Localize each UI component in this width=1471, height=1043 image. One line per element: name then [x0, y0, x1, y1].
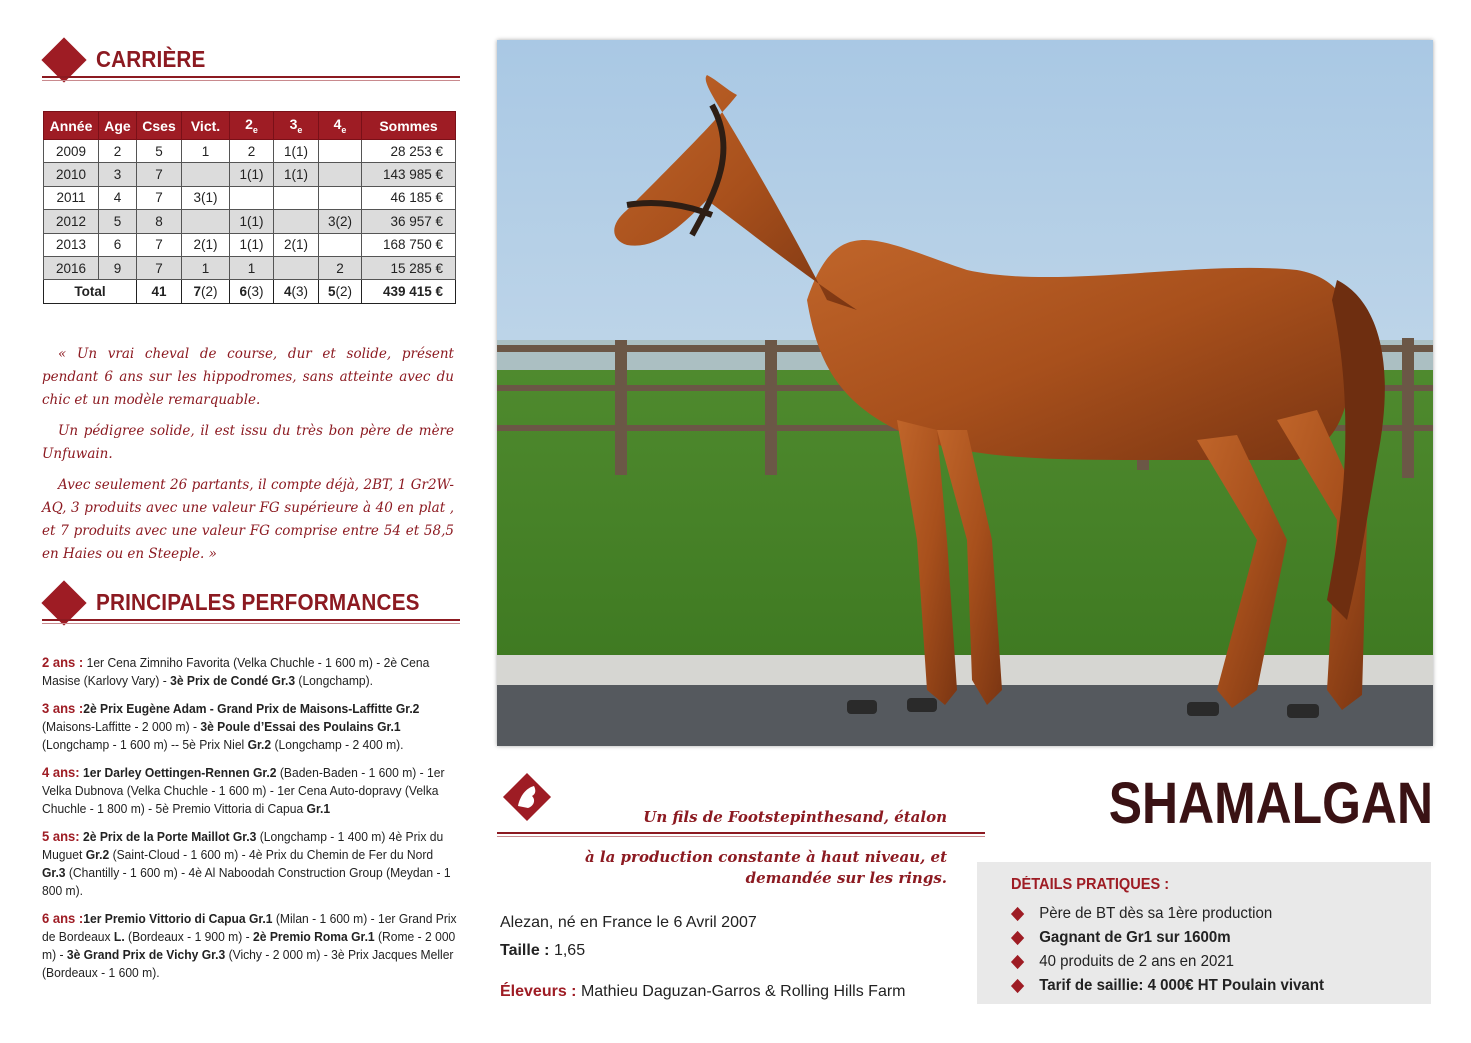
performance-highlight: 2è Prix de la Porte Maillot Gr.3	[83, 829, 257, 844]
table-row	[44, 233, 456, 256]
performance-entry	[42, 653, 459, 690]
performance-highlight: 2è Premio Roma Gr.1	[253, 929, 375, 944]
quote-block	[42, 343, 454, 574]
performances-header	[42, 583, 460, 629]
diamond-bullet-icon	[1011, 979, 1024, 993]
performance-entry	[42, 699, 459, 754]
divider	[42, 619, 460, 621]
divider	[497, 832, 985, 834]
divider	[42, 623, 460, 624]
horse-photo	[497, 40, 1433, 746]
table-cell-age: 2	[99, 140, 137, 163]
table-cell-p4	[319, 140, 362, 163]
table-cell-p2: 1	[230, 256, 274, 279]
performance-highlight: Gr.2	[85, 847, 110, 862]
performance-text: (Vichy - 2 000 m) - 3è Prix Jacques Meller (Bordeaux - 1 600 m).	[42, 947, 454, 980]
table-cell-sommes: 143 985 €	[362, 163, 456, 186]
total-cell: 5(2)	[319, 280, 362, 303]
table-cell-cses: 7	[137, 256, 182, 279]
performance-text: (Saint-Cloud - 1 600 m) - 4è Prix du Chemin de Fer du Nord	[109, 847, 434, 862]
table-cell-vict: 3(1)	[182, 186, 230, 209]
list-item: Père de BT dès sa 1ère production	[1011, 902, 1406, 926]
horse-name: SHAMALGAN	[1108, 771, 1433, 836]
performance-age: 5 ans:	[42, 828, 80, 844]
table-cell-p4	[319, 186, 362, 209]
table-cell-p2: 1(1)	[230, 163, 274, 186]
performance-age: 6 ans :	[42, 910, 84, 926]
table-cell-annee: 2012	[44, 210, 99, 233]
performance-highlight: 1er Darley Oettingen-Rennen Gr.2	[83, 765, 277, 780]
eleveurs-label: Éleveurs :	[500, 983, 577, 1000]
tagline-line2: à la production constante à haut niveau, et	[584, 848, 947, 866]
performance-highlight: Gr.3	[42, 865, 66, 880]
table-cell-sommes: 46 185 €	[362, 186, 456, 209]
quote-paragraph: « Un vrai cheval de course, dur et solide, présent pendant 6 ans sur les hippodromes, sans atteinte avec du chic et un modèle remarquable.	[42, 346, 454, 408]
col-2e: $2_e$	[230, 112, 274, 140]
tagline-line3: demandée sur les rings.	[745, 869, 947, 887]
details-title: DÉTAILS PRATIQUES :	[1011, 876, 1170, 893]
table-cell-p3: 1(1)	[274, 163, 319, 186]
performance-text: (Bordeaux - 1 900 m) -	[124, 929, 254, 944]
performance-highlight: L.	[113, 929, 125, 944]
table-cell-annee: 2010	[44, 163, 99, 186]
performance-entry	[42, 827, 459, 900]
table-cell-p4	[319, 233, 362, 256]
table-cell-age: 9	[99, 256, 137, 279]
table-cell-sommes: 36 957 €	[362, 210, 456, 233]
divider	[42, 76, 460, 78]
section-title: CARRIÈRE	[96, 46, 206, 72]
quote-paragraph: Avec seulement 26 partants, il compte déjà, 2BT, 1 Gr2W-AQ, 3 produits avec une valeur FG supérieure à 40 en plat , et 7 produits avec une valeur FG comprise entre 54 et 58,5 en Haies ou en Steeple. »	[42, 477, 454, 562]
col-annee: Année	[44, 112, 99, 140]
horse-head-logo-icon	[498, 768, 556, 826]
table-row	[44, 186, 456, 209]
table-cell-p3	[274, 210, 319, 233]
performance-entry	[42, 909, 459, 982]
table-cell-p2: 1(1)	[230, 233, 274, 256]
performance-text: (Longchamp - 1 400 m) 4è Prix du Muguet	[42, 829, 444, 862]
performance-text: (Longchamp - 1 600 m) -- 5è Prix Niel	[42, 737, 248, 752]
total-cell: 4(3)	[274, 280, 319, 303]
table-cell-p3: 1(1)	[274, 140, 319, 163]
table-row	[44, 256, 456, 279]
col-age: Age	[99, 112, 137, 140]
table-cell-p4: 3(2)	[319, 210, 362, 233]
table-row	[44, 163, 456, 186]
performance-text: (Longchamp).	[295, 673, 374, 688]
quote-paragraph: Un pédigree solide, il est issu du très bon père de mère Unfuwain.	[42, 423, 454, 462]
table-cell-p2: 1(1)	[230, 210, 274, 233]
table-cell-cses: 7	[137, 186, 182, 209]
table-cell-vict: 2(1)	[182, 233, 230, 256]
taille-label: Taille :	[500, 942, 550, 959]
performance-text: (Maisons-Laffitte - 2 000 m) -	[42, 719, 201, 734]
table-cell-sommes: 28 253 €	[362, 140, 456, 163]
table-cell-annee: 2013	[44, 233, 99, 256]
table-cell-vict: 1	[182, 140, 230, 163]
table-cell-sommes: 15 285 €	[362, 256, 456, 279]
col-cses: Cses	[137, 112, 182, 140]
performance-text: (Baden-Baden - 1 600 m) - 1er Velka Dubnova (Velka Chuchle - 1 600 m) - 1er Cena Auto-dopravy (Velka Chuchle - 1 800 m) - 5è Premio Vittoria di Capua	[42, 765, 445, 816]
table-row	[44, 140, 456, 163]
details-list	[1011, 902, 1431, 998]
performance-text: (Milan - 1 600 m) - 1er Grand Prix de Bordeaux	[42, 911, 457, 944]
performance-highlight: 2è Prix Eugène Adam - Grand Prix de Maisons-Laffitte Gr.2	[83, 701, 420, 716]
table-cell-annee: 2009	[44, 140, 99, 163]
table-cell-p2: 2	[230, 140, 274, 163]
table-cell-cses: 8	[137, 210, 182, 233]
eleveurs-value: Mathieu Daguzan-Garros & Rolling Hills Farm	[580, 983, 906, 1000]
diamond-bullet-icon	[1011, 931, 1024, 945]
table-header-row	[44, 112, 456, 140]
performance-text: (Chantilly - 1 600 m) - 4è Al Naboodah Construction Group (Meydan - 1 800 m).	[42, 865, 451, 898]
list-item: Gagnant de Gr1 sur 1600m	[1011, 926, 1406, 950]
list-item: Tarif de saillie: 4 000€ HT Poulain vivant	[1011, 974, 1406, 998]
horse-eleveurs	[500, 983, 906, 1001]
performance-highlight: 3è Grand Prix de Vichy Gr.3	[66, 947, 226, 962]
table-cell-p4: 2	[319, 256, 362, 279]
table-cell-age: 3	[99, 163, 137, 186]
divider	[42, 80, 460, 81]
diamond-bullet-icon	[1011, 907, 1024, 921]
table-cell-age: 4	[99, 186, 137, 209]
performance-age: 3 ans :	[42, 700, 84, 716]
section-title: PRINCIPALES PERFORMANCES	[96, 589, 420, 615]
logo	[498, 768, 556, 826]
performance-highlight: 3è Prix de Condé Gr.3	[170, 673, 296, 688]
performance-age: 2 ans :	[42, 654, 84, 670]
table-cell-vict: 1	[182, 256, 230, 279]
col-sommes: Sommes	[362, 112, 456, 140]
table-cell-vict	[182, 163, 230, 186]
horse-taille	[500, 942, 585, 960]
table-cell-p2	[230, 186, 274, 209]
table-cell-p3	[274, 186, 319, 209]
table-cell-age: 5	[99, 210, 137, 233]
total-cell: 7(2)	[182, 280, 230, 303]
col-vict: Vict.	[182, 112, 230, 140]
table-cell-annee: 2016	[44, 256, 99, 279]
total-cell: Total	[44, 280, 137, 303]
total-cell: 41	[137, 280, 182, 303]
total-cell: 439 415 €	[362, 280, 456, 303]
career-table	[43, 111, 456, 304]
performance-text: (Rome - 2 000 m) -	[42, 929, 456, 962]
performance-highlight: Gr.1	[306, 801, 331, 816]
table-cell-cses: 7	[137, 163, 182, 186]
performance-highlight: 1er Premio Vittorio di Capua Gr.1	[83, 911, 273, 926]
performance-text: (Longchamp - 2 400 m).	[271, 737, 404, 752]
taille-value: 1,65	[549, 942, 586, 959]
table-cell-cses: 7	[137, 233, 182, 256]
details-panel	[977, 862, 1431, 1004]
table-row	[44, 210, 456, 233]
carriere-header	[42, 40, 460, 86]
table-cell-sommes: 168 750 €	[362, 233, 456, 256]
diamond-bullet-icon	[1011, 955, 1024, 969]
col-3e: $3_e$	[274, 112, 319, 140]
table-cell-age: 6	[99, 233, 137, 256]
horse-description: Alezan, né en France le 6 Avril 2007	[500, 914, 757, 931]
table-cell-annee: 2011	[44, 186, 99, 209]
performance-highlight: 3è Poule d’Essai des Poulains Gr.1	[200, 719, 401, 734]
performances-list	[42, 653, 459, 991]
performance-entry	[42, 763, 459, 818]
col-4e: $4_e$	[319, 112, 362, 140]
total-cell: 6(3)	[230, 280, 274, 303]
horse-illustration	[497, 40, 1433, 746]
table-cell-cses: 5	[137, 140, 182, 163]
table-cell-p4	[319, 163, 362, 186]
list-item: 40 produits de 2 ans en 2021	[1011, 950, 1406, 974]
divider	[497, 836, 985, 837]
table-total-row	[44, 280, 456, 303]
tagline-line1: Un fils de Footstepinthesand, étalon	[643, 808, 947, 826]
performance-text: 1er Cena Zimniho Favorita (Velka Chuchle - 1 600 m) - 2è Cena Masise (Karlovy Vary) -	[42, 655, 430, 688]
performance-highlight: Gr.2	[247, 737, 272, 752]
performance-age: 4 ans:	[42, 764, 80, 780]
table-cell-p3: 2(1)	[274, 233, 319, 256]
table-cell-vict	[182, 210, 230, 233]
table-cell-p3	[274, 256, 319, 279]
